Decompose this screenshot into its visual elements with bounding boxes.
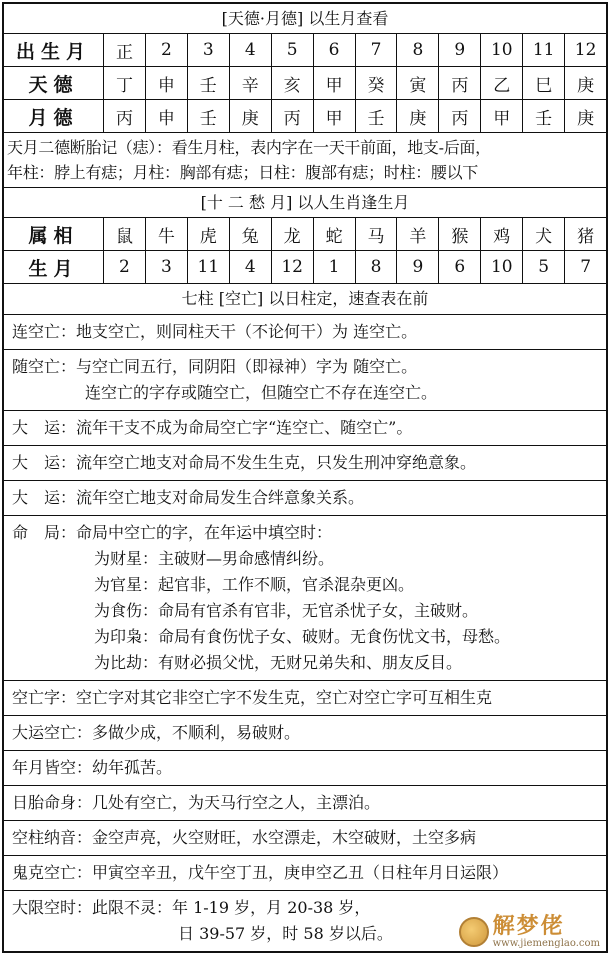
rule-text: 大运空亡：多做少成，不顺利，易破财。 bbox=[12, 723, 301, 742]
table-cell: 鼠 bbox=[104, 218, 146, 250]
note-line: 年柱：脖上有痣；月柱：胸部有痣；日柱：腹部有痣；时柱：腰以下 bbox=[7, 163, 479, 182]
table-cell: 2 bbox=[146, 34, 188, 66]
table-cell: 壬 bbox=[188, 67, 230, 99]
rule-text: 为比劫：有财必损父忧，无财兄弟失和、朋友反目。 bbox=[94, 653, 463, 672]
rule-dayun-3 bbox=[4, 481, 606, 516]
watermark bbox=[459, 914, 600, 949]
table-cell: 亥 bbox=[272, 67, 314, 99]
table-cell: 龙 bbox=[272, 218, 314, 250]
section-title-kongwang: 七柱 [空亡] 以日柱定，速查表在前 bbox=[4, 284, 606, 315]
rule-guike-kongwang bbox=[4, 856, 606, 891]
table-cell: 甲 bbox=[314, 67, 356, 99]
watermark-logo-icon bbox=[459, 917, 489, 947]
table-cell: 4 bbox=[230, 251, 272, 283]
rule-text: 为食伤：命局有官杀有官非，无官杀忧子女，主破财。 bbox=[94, 601, 479, 620]
table-row-birth-month bbox=[4, 34, 606, 67]
table-cell: 马 bbox=[356, 218, 398, 250]
rule-text: 大 运：流年干支不成为命局空亡字“连空亡、随空亡”。 bbox=[12, 418, 413, 437]
row-label: 月德 bbox=[4, 100, 104, 132]
table-cell: 猪 bbox=[577, 226, 595, 247]
rule-dayun-2 bbox=[4, 446, 606, 481]
table-cell: 庚 bbox=[397, 100, 439, 132]
rule-kongwang-zi bbox=[4, 681, 606, 716]
table-cell: 申 bbox=[146, 67, 188, 99]
table-cell: 庚 bbox=[230, 100, 272, 132]
section-title-shierchou: [十 二 愁 月] 以人生肖逢生月 bbox=[4, 188, 606, 218]
table-cell: 辛 bbox=[230, 67, 272, 99]
table-cell: 庚 bbox=[577, 75, 595, 96]
table-cell: 壬 bbox=[523, 100, 565, 132]
watermark-url: www.jiemenglao.com bbox=[492, 938, 600, 949]
table-cell: 壬 bbox=[356, 100, 398, 132]
table-cell: 丙 bbox=[104, 100, 146, 132]
rule-sui-kongwang bbox=[4, 350, 606, 411]
table-row-tiande bbox=[4, 67, 606, 100]
rule-mingju bbox=[4, 516, 606, 681]
table-cell: 5 bbox=[272, 34, 314, 66]
row-label: 生月 bbox=[4, 251, 104, 283]
rule-daxian-kongshi bbox=[4, 891, 606, 951]
rule-text: 连空亡：地支空亡，则同柱天干（不论何干）为 连空亡。 bbox=[12, 322, 418, 341]
rule-text: 连空亡的字存或随空亡，但随空亡不存在连空亡。 bbox=[85, 383, 438, 402]
table-cell: 9 bbox=[439, 34, 481, 66]
table-row-zodiac bbox=[4, 218, 606, 251]
table-cell: 10 bbox=[481, 251, 523, 283]
table-cell: 3 bbox=[188, 34, 230, 66]
table-cell: 丁 bbox=[104, 67, 146, 99]
rule-text: 随空亡：与空亡同五行，同阴阳（即禄神）字为 随空亡。 bbox=[12, 357, 418, 376]
table-cell: 7 bbox=[356, 34, 398, 66]
table-cell: 甲 bbox=[314, 100, 356, 132]
row-label: 属相 bbox=[4, 218, 104, 250]
rule-text: 为官星：起官非，工作不顺，官杀混杂更凶。 bbox=[94, 575, 415, 594]
rule-text: 为印枭：命局有食伤忧子女、破财。无食伤忧文书，母愁。 bbox=[94, 627, 511, 646]
table-cell: 癸 bbox=[356, 67, 398, 99]
table-cell: 5 bbox=[523, 251, 565, 283]
table-cell: 巳 bbox=[523, 67, 565, 99]
table-cell: 1 bbox=[314, 251, 356, 283]
rule-text: 日 39-57 岁，时 58 岁以后。 bbox=[178, 924, 393, 943]
table-cell: 12 bbox=[272, 251, 314, 283]
table-cell: 壬 bbox=[188, 100, 230, 132]
rule-kongzhu-nayin bbox=[4, 821, 606, 856]
rule-lian-kongwang bbox=[4, 315, 606, 350]
table-cell: 12 bbox=[574, 40, 597, 60]
rule-text: 大限空时：此限不灵：年 1-19 岁，月 20-38 岁， bbox=[12, 898, 371, 917]
table-cell: 牛 bbox=[146, 218, 188, 250]
table-cell: 2 bbox=[104, 251, 146, 283]
section-title-tiande: [天德·月德] 以生月查看 bbox=[4, 4, 606, 34]
rule-text: 为财星：主破财—男命感情纠纷。 bbox=[94, 549, 335, 568]
table-cell: 7 bbox=[580, 257, 592, 277]
rule-text: 年月皆空：幼年孤苦。 bbox=[12, 758, 173, 777]
table-row-birth-month-2 bbox=[4, 251, 606, 284]
table-cell: 11 bbox=[188, 251, 230, 283]
table-cell: 8 bbox=[356, 251, 398, 283]
table-cell: 蛇 bbox=[314, 218, 356, 250]
note-line: 天月二德断胎记（痣）：看生月柱，表内字在一天干前面，地支-后面， bbox=[7, 138, 491, 157]
rule-dayun-1 bbox=[4, 411, 606, 446]
row-label: 出生月 bbox=[4, 34, 104, 66]
rule-text: 鬼克空亡：甲寅空辛丑，戊午空丁丑，庚申空乙丑（日柱年月日运限） bbox=[12, 863, 509, 882]
birthmark-note bbox=[4, 133, 606, 188]
reference-sheet bbox=[2, 2, 608, 953]
table-cell: 4 bbox=[230, 34, 272, 66]
table-cell: 8 bbox=[397, 34, 439, 66]
table-cell: 寅 bbox=[397, 67, 439, 99]
table-cell: 鸡 bbox=[481, 218, 523, 250]
watermark-title: 解梦佬 bbox=[492, 913, 565, 939]
table-cell: 虎 bbox=[188, 218, 230, 250]
table-cell: 6 bbox=[314, 34, 356, 66]
rule-text: 大 运：流年空亡地支对命局发生合绊意象关系。 bbox=[12, 488, 365, 507]
table-cell: 9 bbox=[397, 251, 439, 283]
table-cell: 丙 bbox=[439, 67, 481, 99]
rule-dayun-kongwang bbox=[4, 716, 606, 751]
rule-nianyue-jiekong bbox=[4, 751, 606, 786]
table-cell: 乙 bbox=[481, 67, 523, 99]
row-label: 天德 bbox=[4, 67, 104, 99]
rule-ritai-mingshen bbox=[4, 786, 606, 821]
table-cell: 11 bbox=[523, 34, 565, 66]
rule-text: 空亡字：空亡字对其它非空亡字不发生克，空亡对空亡字可互相生克 bbox=[12, 688, 493, 707]
table-cell: 丙 bbox=[439, 100, 481, 132]
rule-text: 日胎命身：几处有空亡，为天马行空之人，主漂泊。 bbox=[12, 793, 381, 812]
table-row-yuede bbox=[4, 100, 606, 133]
table-cell: 犬 bbox=[523, 218, 565, 250]
table-cell: 羊 bbox=[397, 218, 439, 250]
rule-text: 空柱纳音：金空声亮，火空财旺，水空漂走，木空破财，土空多病 bbox=[12, 828, 477, 847]
table-cell: 丙 bbox=[272, 100, 314, 132]
table-cell: 3 bbox=[146, 251, 188, 283]
table-cell: 6 bbox=[439, 251, 481, 283]
rule-text: 命 局：命局中空亡的字，在年运中填空时： bbox=[12, 523, 333, 542]
rule-text: 大 运：流年空亡地支对命局不发生生克，只发生刑冲穿绝意象。 bbox=[12, 453, 477, 472]
table-cell: 正 bbox=[104, 34, 146, 66]
table-cell: 申 bbox=[146, 100, 188, 132]
table-cell: 庚 bbox=[577, 108, 595, 129]
table-cell: 甲 bbox=[481, 100, 523, 132]
table-cell: 10 bbox=[481, 34, 523, 66]
table-cell: 猴 bbox=[439, 218, 481, 250]
table-cell: 兔 bbox=[230, 218, 272, 250]
